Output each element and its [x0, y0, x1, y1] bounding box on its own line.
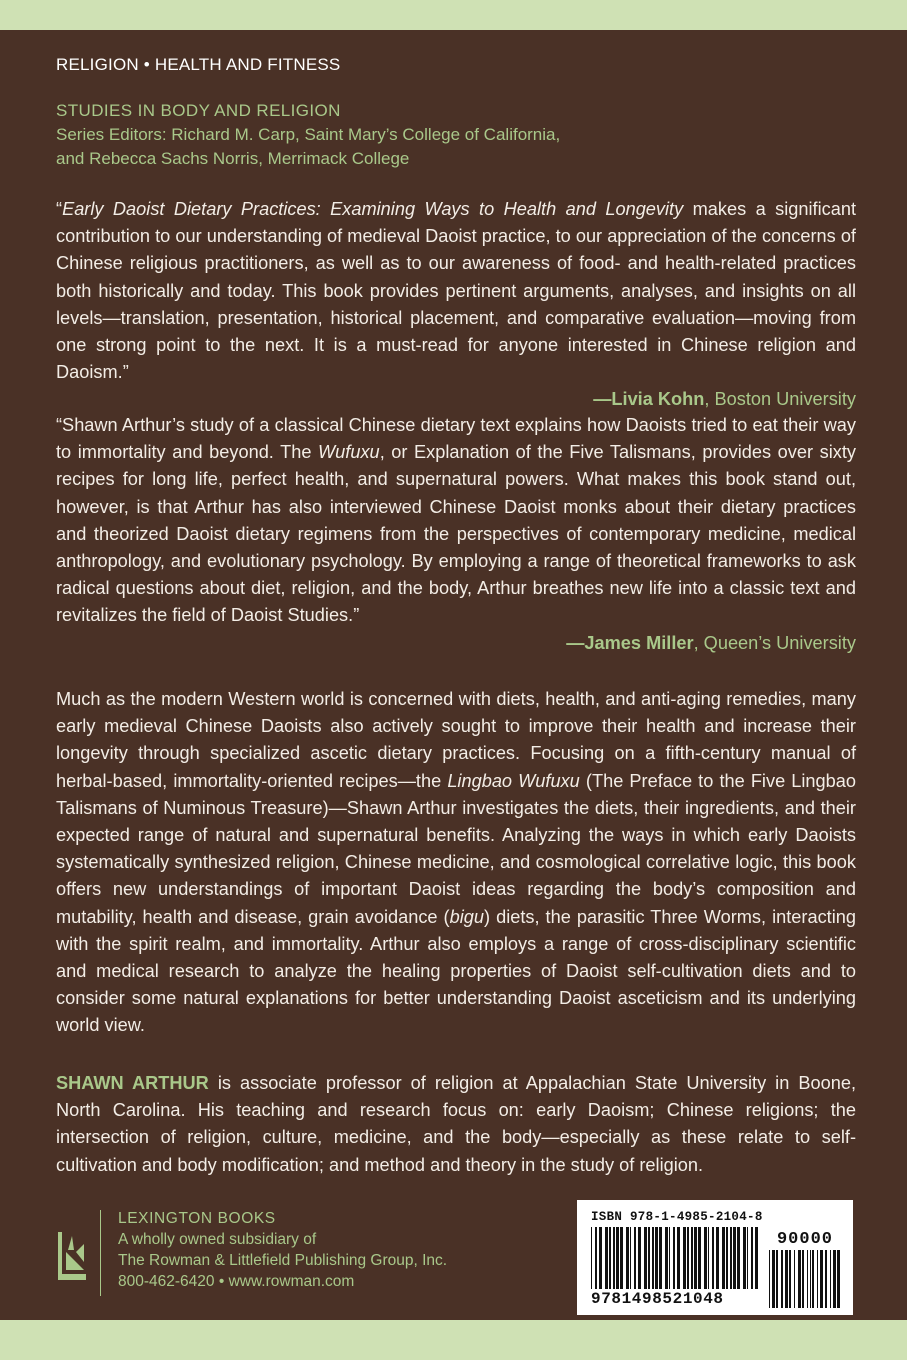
book-description: Much as the modern Western world is concerned with diets, health, and anti-aging remedies, many early medieval Chinese Daoists also actively sought to improve their health and increase their longevity through specialized ascetic dietary practices. Focusing on a fifth-century manual of herbal-based, immortality-oriented recipes—the Lingbao Wufuxu (The Preface to the Five Lingbao Talismans of Numinous Treasure)—Shawn Arthur investigates the diets, their ingredients, and their expected range of natural and supernatural benefits. Analyzing the ways in which early Daoists systematically synthesized religion, Chinese medicine, and cosmological correlative logic, this book offers new understandings of important Daoist ideas regarding the body’s composition and mutability, health and disease, grain avoidance (bigu) diets, the parasitic Three Worms, interacting with the spirit realm, and immortality. Arthur also employs a range of cross-disciplinary scientific and medical research to analyze the healing properties of Daoist self-cultivation diets and to consider some natural explanations for better understanding Daoist asceticism and its underlying world view.: [56, 689, 857, 1036]
barcode-bar: [669, 1227, 670, 1289]
barcode-bar: [820, 1250, 823, 1308]
barcode-bar: [648, 1227, 650, 1289]
quote-1-body: makes a significant contribution to our understanding of medieval Daoist practice, to our appreciation of the concerns of Chinese religious practitioners, as well as to our awareness of food- and health-related practices both historically and today. This book provides pertinent arguments, analyses, and insights on all levels—translation, presentation, historical placement, and comparative evaluation—moving from one strong point to the next. It is a must-read for anyone interested in Chinese religion and Daoism.”: [56, 199, 857, 383]
publisher-text: [118, 1208, 447, 1292]
publisher-line3: The Rowman & Littlefield Publishing Group, Inc.: [118, 1252, 448, 1269]
barcode-bar: [716, 1227, 719, 1289]
barcode-bars: [591, 1227, 763, 1289]
barcode-bar: [712, 1227, 714, 1289]
quote-2-text: “Shawn Arthur’s study of a classical Chinese dietary text explains how Daoists tried to eat their way to immortality and beyond. The Wufuxu, or Explanation of the Five Talismans, provides over sixty recipes for long life, perfect health, and supernatural powers. What makes this book stand out, however, is that Arthur has also interviewed Chinese Daoist monks about their dietary practices and theorized Daoist dietary regimens from the perspectives of contemporary medicine, medical anthropology, and evolutionary psychology. By employing a range of theoretical frameworks to ask radical questions about diet, religion, and the body, Arthur breathes new life into a classic text and revitalizes the field of Daoist Studies.”: [56, 415, 856, 626]
barcode-bar: [609, 1227, 611, 1289]
price-barcode-bars: [769, 1250, 841, 1308]
isbn-digits: 9781498521048: [591, 1290, 724, 1308]
price-code: 90000: [776, 1230, 833, 1249]
publisher-block: [56, 1208, 506, 1298]
barcode-bar: [747, 1227, 748, 1289]
quote-open-mark: “: [56, 199, 63, 219]
isbn-barcode: [577, 1200, 853, 1315]
barcode-bar: [652, 1227, 654, 1289]
barcode-bar: [825, 1250, 827, 1308]
author-bio: [56, 1070, 856, 1179]
barcode-bar: [810, 1250, 811, 1308]
endorser-name: —Livia Kohn: [593, 389, 705, 410]
italic-text: Wufuxu: [318, 442, 380, 463]
isbn-label: ISBN 978-1-4985-2104-8: [591, 1210, 763, 1224]
barcode-bar: [722, 1227, 725, 1289]
barcode-bar: [769, 1250, 770, 1308]
barcode-bar: [613, 1227, 615, 1289]
barcode-bar: [704, 1227, 707, 1289]
barcode-bar: [833, 1250, 836, 1308]
barcode-bar: [665, 1227, 668, 1289]
endorser-name: —James Miller: [566, 632, 694, 653]
barcode-bar: [794, 1250, 795, 1308]
barcode-bar: [802, 1250, 804, 1308]
barcode-bar: [599, 1227, 602, 1289]
barcode-bar: [781, 1250, 783, 1308]
endorsement-quote-2: [56, 412, 856, 657]
publisher-name: LEXINGTON BOOKS: [118, 1210, 276, 1227]
barcode-bar: [626, 1227, 629, 1289]
series-info: [56, 99, 560, 171]
author-bio-text: is associate professor of religion at Appalachian State University in Boone, North Carolina. His teaching and research focus on: early Daoism; Chinese religions; the intersection of religion, culture, medicine, and the body—especially as these relate to self-cultivation and body modification; and method and theory in the study of religion.: [56, 1073, 856, 1175]
barcode-bar: [620, 1227, 623, 1289]
barcode-bar: [837, 1250, 840, 1308]
barcode-bar: [812, 1250, 814, 1308]
barcode-bar: [789, 1250, 791, 1308]
barcode-bar: [830, 1250, 831, 1308]
italic-text: Lingbao Wufuxu: [447, 770, 580, 791]
barcode-bar: [708, 1227, 709, 1289]
endorsement-quote-1: [56, 196, 856, 414]
barcode-bar: [673, 1227, 675, 1289]
barcode-bar: [595, 1227, 597, 1289]
barcode-bar: [698, 1227, 701, 1289]
endorser-affiliation: , Boston University: [704, 389, 856, 410]
barcode-bar: [743, 1227, 746, 1289]
barcode-bar: [616, 1227, 619, 1289]
barcode-bar: [798, 1250, 801, 1308]
series-editors-line2: and Rebecca Sachs Norris, Merrimack College: [56, 149, 410, 168]
barcode-bar: [733, 1227, 736, 1289]
barcode-bar: [677, 1227, 680, 1289]
barcode-bar: [751, 1227, 753, 1289]
publisher-divider: [100, 1210, 101, 1296]
barcode-bar: [785, 1250, 788, 1308]
italic-text: bigu: [449, 906, 485, 927]
barcode-bar: [638, 1227, 641, 1289]
barcode-bar: [817, 1250, 818, 1308]
lexington-logo-icon: [56, 1222, 88, 1282]
barcode-bar: [776, 1250, 778, 1308]
quote-1-text: [56, 196, 856, 386]
series-name: STUDIES IN BODY AND RELIGION: [56, 101, 341, 120]
barcode-bar: [755, 1227, 758, 1289]
barcode-bar: [694, 1227, 697, 1289]
barcode-bar: [630, 1227, 631, 1289]
barcode-bar: [634, 1227, 636, 1289]
barcode-bar: [807, 1250, 808, 1308]
barcode-bar: [655, 1227, 658, 1289]
category-label: RELIGION • HEALTH AND FITNESS: [56, 55, 341, 74]
series-editors-line1: Series Editors: Richard M. Carp, Saint Mary’s College of California,: [56, 125, 561, 144]
barcode-bar: [591, 1227, 592, 1289]
endorser-affiliation: , Queen’s University: [693, 632, 856, 653]
quote-2-attribution: [56, 630, 856, 657]
barcode-bar: [687, 1227, 689, 1289]
book-title: Early Daoist Dietary Practices: Examining Ways to Health and Longevity: [62, 199, 684, 219]
barcode-bar: [683, 1227, 686, 1289]
barcode-bar: [659, 1227, 662, 1289]
barcode-bar: [737, 1227, 740, 1289]
barcode-bar: [644, 1227, 647, 1289]
quote-1-attribution: [56, 386, 856, 413]
publisher-contact: 800-462-6420 • www.rowman.com: [118, 1273, 355, 1290]
barcode-bar: [730, 1227, 732, 1289]
barcode-bar: [726, 1227, 728, 1289]
barcode-bar: [691, 1227, 693, 1289]
author-name: SHAWN ARTHUR: [56, 1073, 209, 1093]
back-cover: [0, 30, 907, 1320]
barcode-bar: [605, 1227, 608, 1289]
barcode-bar: [772, 1250, 775, 1308]
publisher-line2: A wholly owned subsidiary of: [118, 1231, 317, 1248]
